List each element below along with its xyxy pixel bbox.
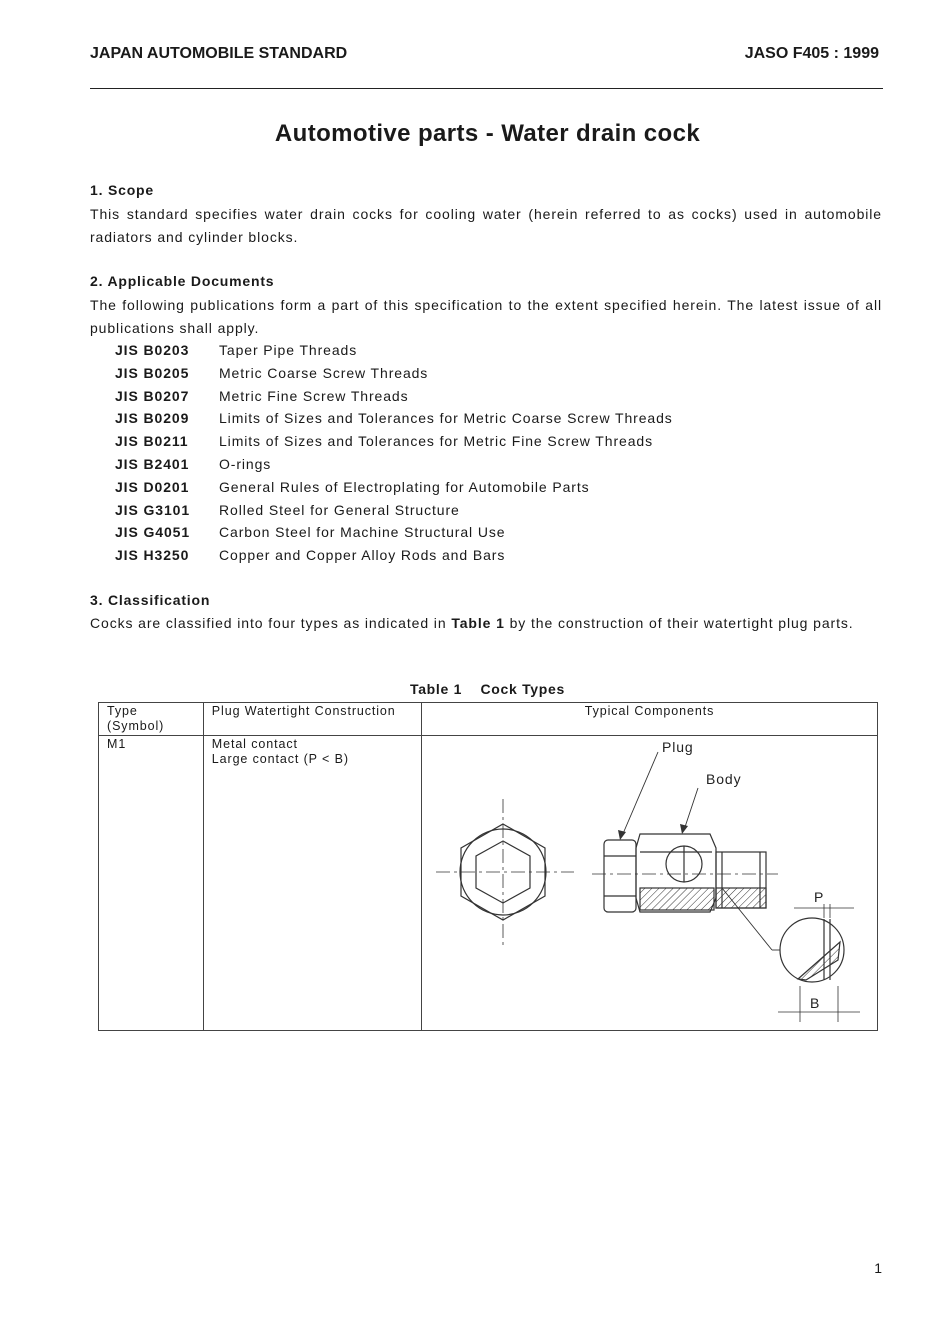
document-title: O-rings [219,455,272,472]
header-standard-number: JASO F405 : 1999 [744,45,879,62]
document-code: JIS H3250 [115,547,190,564]
document-item [115,544,673,567]
document-code: JIS B2401 [115,455,190,472]
page-title: Automotive parts - Water drain cock [274,120,701,147]
plug-label: Plug [662,739,694,755]
table-caption-title: Cock Types [480,681,565,697]
classification-text-before: Cocks are classified into four types as indicated in [90,615,452,631]
table-caption-number: Table 1 [409,681,463,697]
document-title: General Rules of Electroplating for Automobile Parts [219,478,590,495]
document-title: Taper Pipe Threads [219,342,358,358]
document-item [115,430,673,453]
cock-types-table [98,702,878,1031]
document-code: JIS G4051 [115,524,191,541]
applicable-documents-text: The following publications form a part of this specification to the extent specified herein. The latest issue of all publications shall apply. [90,297,882,336]
scope-text: This standard specifies water drain cocks for cooling water (herein referred to as cocks) used in automobile radiators and cylinder blocks. [90,206,882,245]
document-title: Limits of Sizes and Tolerances for Metric Fine Screw Threads [219,433,653,450]
document-item [115,385,673,408]
document-code: JIS B0203 [115,342,190,358]
cell-type: M1 [99,736,204,1031]
header-components: Typical Components [422,703,878,736]
table-row [99,736,878,1031]
hex-nut-end-view [436,799,574,946]
classification-text-after: by the construction of their watertight plug parts. [504,615,854,631]
document-item [115,499,673,522]
table-header-row [99,703,878,736]
document-item [115,339,673,362]
header-construction: Plug Watertight Construction [203,703,421,736]
document-list [115,339,673,567]
document-title: Metric Coarse Screw Threads [219,364,429,381]
document-title: Rolled Steel for General Structure [219,501,460,518]
table-reference: Table 1 [451,615,505,631]
document-title: Copper and Copper Alloy Rods and Bars [219,547,506,564]
document-item [115,362,673,385]
classification-text [90,612,882,635]
plug-leader-line [622,752,658,836]
body-leader-line [684,788,698,830]
cell-components-diagram [422,736,878,1031]
body-label: Body [706,771,742,787]
document-item [115,407,673,430]
scope-heading: 1. Scope [90,182,154,198]
document-item [115,453,673,476]
document-title: Metric Fine Screw Threads [219,387,409,404]
document-code: JIS B0211 [115,433,189,450]
document-code: JIS G3101 [115,501,191,518]
water-drain-cock-drawing [422,736,877,1030]
header-left-title: JAPAN AUTOMOBILE STANDARD [90,45,348,62]
cell-construction: Metal contact Large contact (P < B) [203,736,421,1031]
p-dimension-label: P [814,889,825,905]
applicable-documents-heading: 2. Applicable Documents [90,273,275,289]
document-code: JIS B0207 [115,387,190,404]
header-rule [90,88,883,89]
document-title: Limits of Sizes and Tolerances for Metric Coarse Screw Threads [219,410,673,427]
b-dimension-label: B [810,995,821,1011]
cock-side-view [592,834,778,912]
classification-heading: 3. Classification [90,592,211,608]
document-code: JIS D0201 [115,478,190,495]
document-code: JIS B0209 [115,410,190,427]
header-type: Type (Symbol) [99,703,204,736]
page-number: 1 [874,1260,882,1276]
table-caption [0,681,950,697]
document-item [115,476,673,499]
document-item [115,521,673,544]
document-title: Carbon Steel for Machine Structural Use [219,524,506,541]
document-code: JIS B0205 [115,364,190,381]
